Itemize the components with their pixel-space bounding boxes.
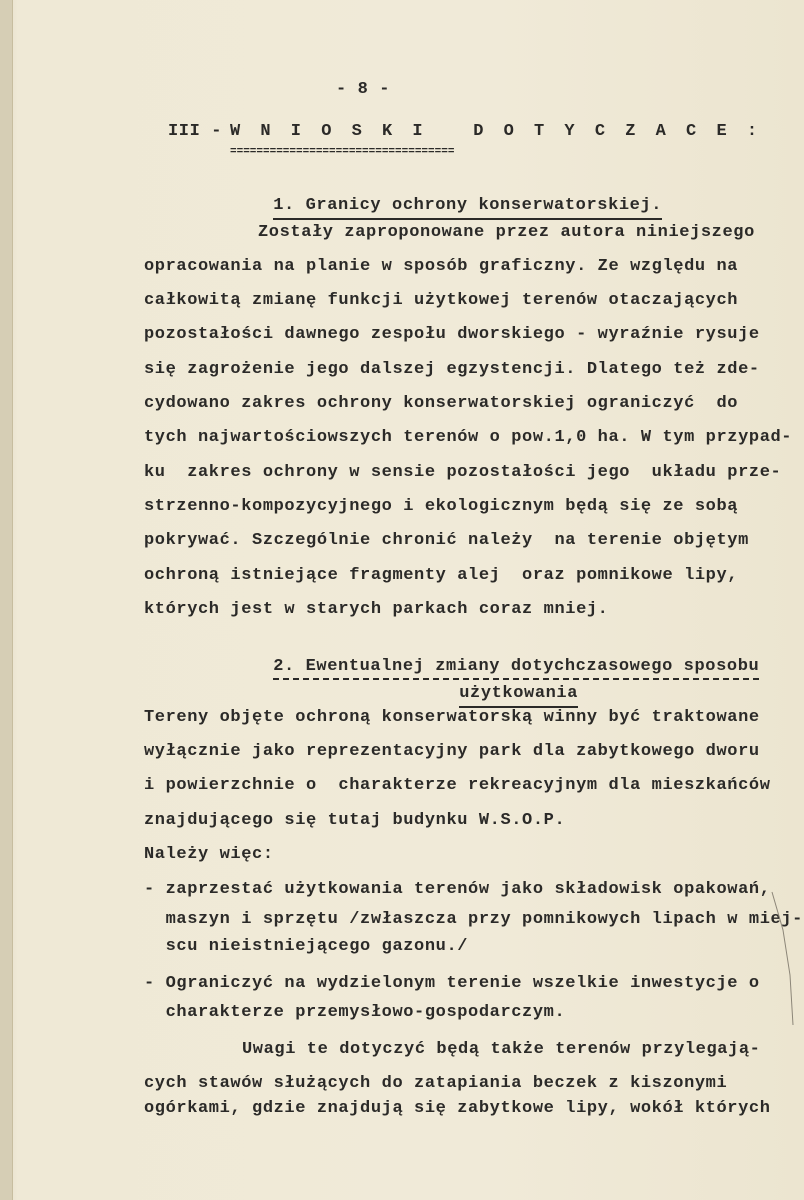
section2-heading-text1: 2. Ewentualnej zmiany dotychczasowego sposobu <box>273 657 759 680</box>
s2-line-1: wyłącznie jako reprezentacyjny park dla zabytkowego dworu <box>144 742 760 761</box>
s2-line-9: charakterze przemysłowo-gospodarczym. <box>144 1003 566 1022</box>
s2-line-5: - zaprzestać użytkowania terenów jako składowisk opakowań, <box>144 880 771 899</box>
s2-line-12: ogórkami, gdzie znajdują się zabytkowe lipy, wokół których <box>144 1099 771 1118</box>
s1-line-5: cydowano zakres ochrony konserwatorskiej ograniczyć do <box>144 394 739 413</box>
s1-line-1: opracowania na planie w sposób graficzny. Ze względu na <box>144 257 739 276</box>
s2-line-10: Uwagi te dotyczyć będą także terenów przylegają- <box>242 1040 761 1059</box>
section1-heading-text: 1. Granicy ochrony konserwatorskiej. <box>273 196 662 220</box>
s1-line-9: pokrywać. Szczególnie chronić należy na terenie objętym <box>144 531 749 550</box>
page-number: - 8 - <box>336 80 391 99</box>
s2-line-0: Tereny objęte ochroną konserwatorską winny być traktowane <box>144 708 760 727</box>
heading-prefix: III - <box>168 122 223 141</box>
binding-edge <box>0 0 13 1200</box>
s1-line-6: tych najwartościowszych terenów o pow.1,0 ha. W tym przypad- <box>144 428 793 447</box>
s2-line-8: - Ograniczyć na wydzielonym terenie wszelkie inwestycje o <box>144 974 760 993</box>
s1-line-3: pozostałości dawnego zespołu dworskiego - wyraźnie rysuje <box>144 325 760 344</box>
s1-line-10: ochroną istniejące fragmenty alej oraz pomnikowe lipy, <box>144 566 739 585</box>
section2-heading-text2: użytkowania <box>459 684 578 708</box>
s2-line-4: Należy więc: <box>144 845 274 864</box>
s2-line-2: i powierzchnie o charakterze rekreacyjnym dla mieszkańców <box>144 776 771 795</box>
s2-line-6: maszyn i sprzętu /zwłaszcza przy pomnikowych lipach w miej- <box>144 910 803 929</box>
heading-rule: ================================== <box>230 146 455 158</box>
s1-line-8: strzenno-kompozycyjnego i ekologicznym będą się ze sobą <box>144 497 739 516</box>
heading-title: W N I O S K I D O T Y C Z A C E : <box>230 122 763 141</box>
s1-line-7: ku zakres ochrony w sensie pozostałości jego układu prze- <box>144 463 782 482</box>
s1-line-2: całkowitą zmianę funkcji użytkowej terenów otaczających <box>144 291 739 310</box>
s1-line-4: się zagrożenie jego dalszej egzystencji. Dlatego też zde- <box>144 360 760 379</box>
s2-line-3: znajdującego się tutaj budynku W.S.O.P. <box>144 811 566 830</box>
s1-line-0: Zostały zaproponowane przez autora niniejszego <box>258 223 755 242</box>
s2-line-7: scu nieistniejącego gazonu./ <box>144 937 469 956</box>
s2-line-11: cych stawów służących do zatapiania beczek z kiszonymi <box>144 1074 728 1093</box>
s1-line-11: których jest w starych parkach coraz mniej. <box>144 600 609 619</box>
